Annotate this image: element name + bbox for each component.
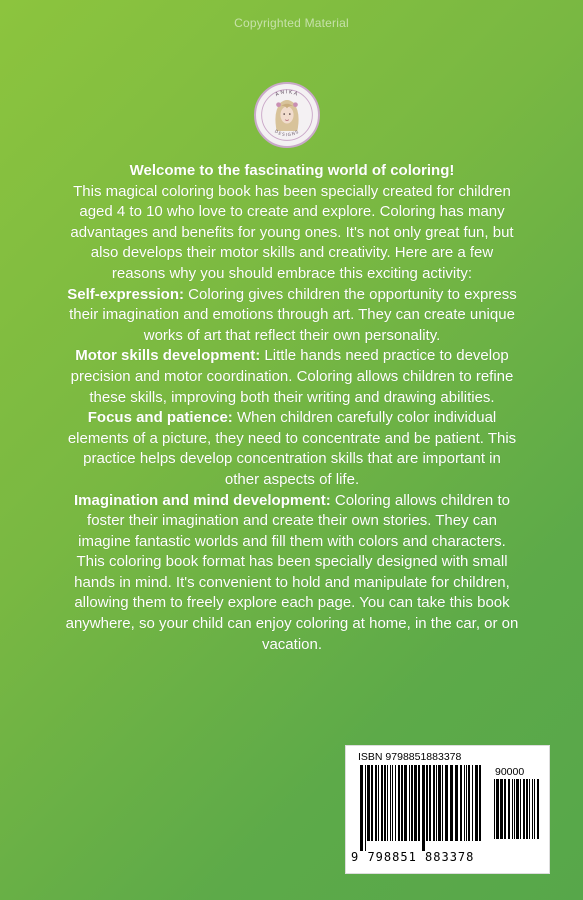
barcode-bar: [442, 765, 443, 841]
barcode-bar: [436, 765, 437, 841]
barcode-bar: [475, 765, 478, 841]
price-barcode-bars: [494, 779, 540, 849]
barcode-bar: [367, 765, 370, 841]
barcode-bar: [496, 779, 499, 839]
barcode-bar: [445, 765, 448, 841]
closing-paragraph: This coloring book format has been specially designed with small hands in mind. It's convenient to hold and manipulate for children, allowing them to freely explore each page. You can take this book anywhere, so your child can enjoy coloring at home, in the car, or on vacation.: [65, 553, 519, 653]
publisher-logo: [254, 82, 320, 148]
anika-designs-logo-icon: [256, 84, 318, 146]
barcode-bar: [438, 765, 441, 841]
ean-barcode-bars: [360, 765, 484, 851]
barcode-bar: [365, 765, 366, 851]
barcode-bar: [479, 765, 481, 841]
barcode-bar: [500, 779, 503, 839]
barcode-bar: [523, 779, 525, 839]
watermark-top: Copyrighted Material: [234, 16, 349, 30]
reason-item: [64, 491, 520, 553]
barcode-bar: [422, 765, 425, 851]
reason-item: [64, 346, 520, 408]
barcode-bar: [426, 765, 428, 841]
barcode-bar: [504, 779, 506, 839]
intro-heading: Welcome to the fascinating world of coloring!: [129, 162, 455, 179]
barcode-bar: [433, 765, 435, 841]
barcode-bar: [466, 765, 467, 841]
barcode-bar: [404, 765, 407, 841]
barcode-bar: [514, 779, 515, 839]
barcode-bar: [384, 765, 386, 841]
isbn-barcode: [345, 745, 550, 874]
isbn-digits: 9 798851 883378: [351, 850, 475, 864]
barcode-bar: [532, 779, 533, 839]
barcode-bar: [494, 779, 495, 839]
barcode-bar: [392, 765, 393, 841]
barcode-bar: [390, 765, 391, 841]
barcode-bar: [429, 765, 431, 841]
reason-title: Imagination and mind development:: [74, 491, 331, 509]
barcode-bar: [529, 779, 530, 839]
barcode-bar: [381, 765, 383, 841]
barcode-bar: [414, 765, 417, 841]
reason-title: Motor skills development:: [75, 347, 261, 365]
barcode-bar: [418, 765, 420, 841]
reason-text: Little hands need practice to develop precision and motor coordination. Coloring allows children to refine these skills, improving both their writing and drawing abilities.: [70, 347, 514, 406]
barcode-bar: [468, 765, 470, 841]
intro-body: This magical coloring book has been specially created for children aged 4 to 10 who love to create and explore. Coloring has many advantages and benefits for young ones. It's not only great fun, but also develops their motor skills and creativity. Here are a few reasons why you should embrace this exciting activity:: [70, 182, 514, 282]
barcode-bar: [409, 765, 410, 841]
reason-text: When children carefully color individual elements of a picture, they need to concentrate and be patient. This practice helps develop concentration skills that are important in other aspects of life.: [67, 409, 517, 488]
barcode-bar: [516, 779, 519, 839]
barcode-bar: [512, 779, 513, 839]
reason-item: [64, 285, 520, 347]
reason-item: [64, 408, 520, 490]
barcode-bar: [537, 779, 539, 839]
barcode-bar: [508, 779, 510, 839]
barcode-bar: [460, 765, 462, 841]
barcode-bar: [520, 779, 521, 839]
barcode-bar: [395, 765, 396, 841]
reason-text: Coloring allows children to foster their imagination and create their own stories. They can imagine fantastic worlds and fill them with colors and characters.: [78, 491, 510, 550]
barcode-bar: [387, 765, 388, 841]
barcode-bar: [455, 765, 458, 841]
isbn-label: ISBN 9798851883378: [358, 751, 462, 763]
barcode-bar: [534, 779, 535, 839]
barcode-bar: [411, 765, 413, 841]
barcode-bar: [464, 765, 465, 841]
barcode-bar: [371, 765, 373, 841]
barcode-bar: [398, 765, 400, 841]
barcode-bar: [450, 765, 453, 841]
barcode-bar: [378, 765, 379, 841]
barcode-bar: [526, 779, 528, 839]
barcode-bar: [472, 765, 473, 841]
logo-text-top: ANIKA: [274, 89, 300, 99]
back-cover-text: [64, 161, 520, 655]
reason-title: Self-expression:: [67, 285, 185, 303]
barcode-bar: [401, 765, 403, 841]
barcode-bar: [360, 765, 363, 851]
price-code: 90000: [495, 766, 525, 778]
barcode-bar: [375, 765, 377, 841]
reason-text: Coloring gives children the opportunity to express their imagination and emotions through art. They can create unique works of art that reflect their own personality.: [69, 285, 517, 344]
reason-title: Focus and patience:: [87, 409, 233, 427]
logo-text-bottom: DESIGNS: [273, 128, 301, 138]
